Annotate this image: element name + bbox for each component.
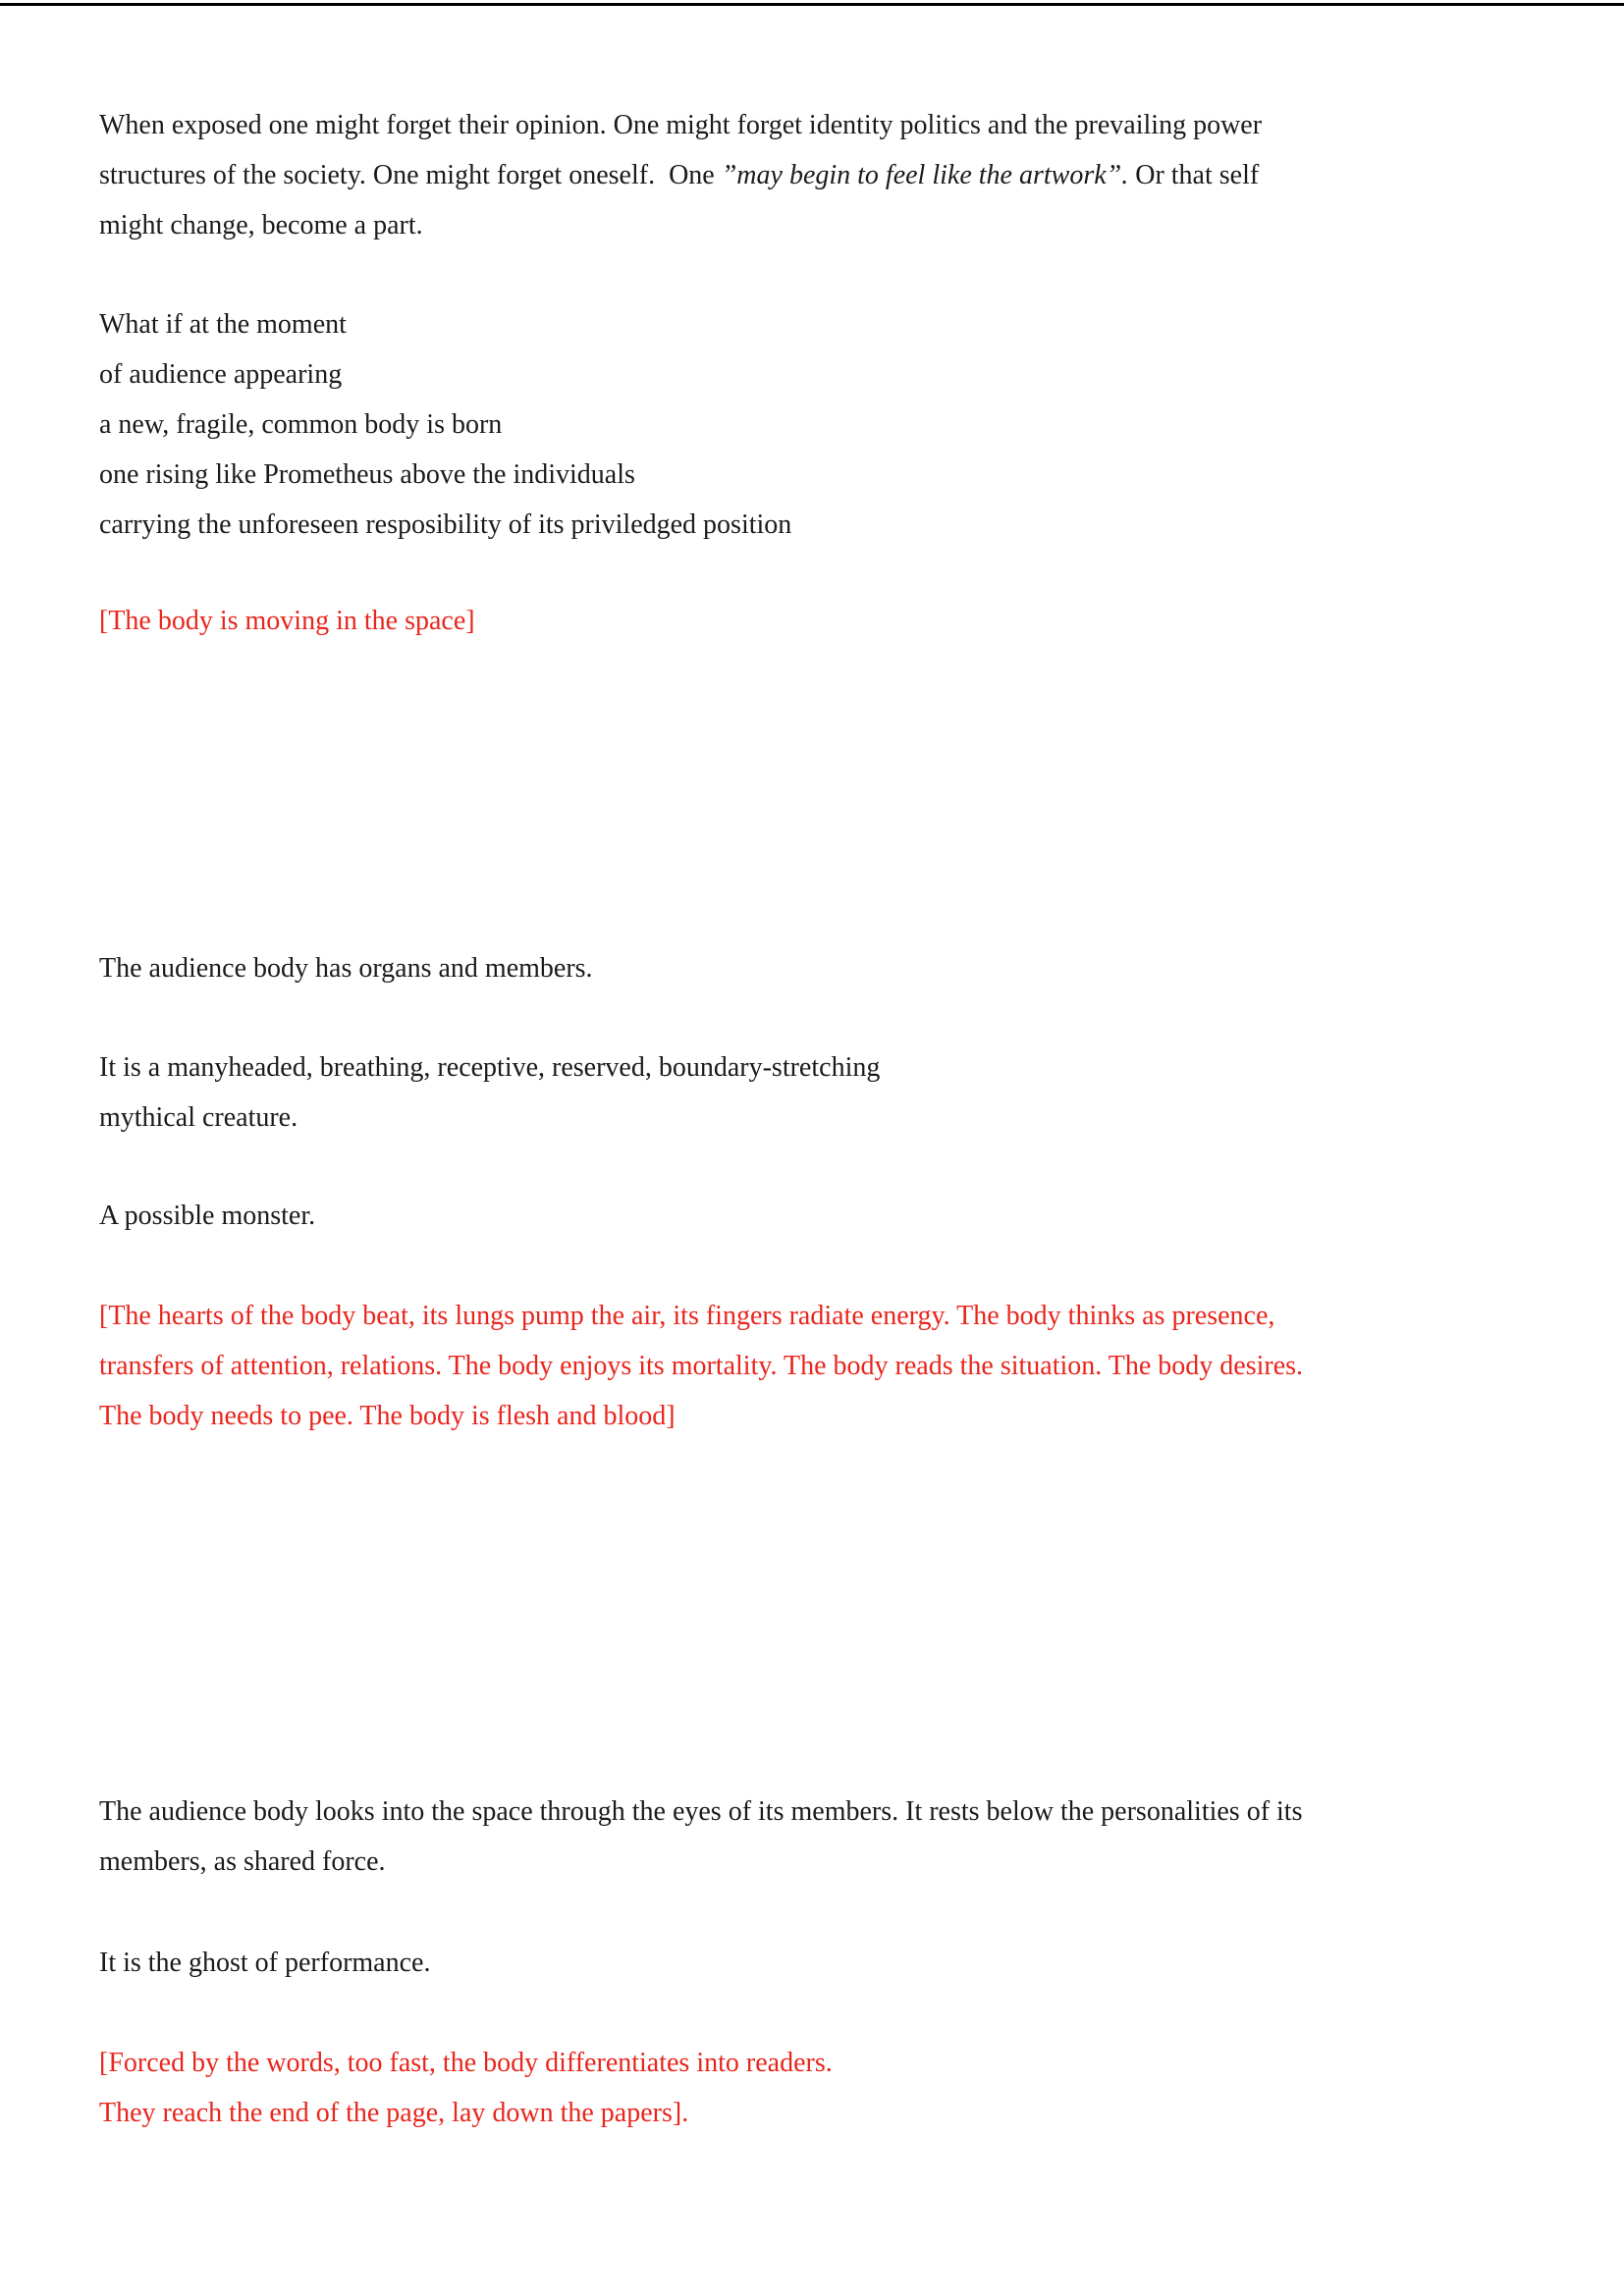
text-run: structures of the society. One might forget oneself. One: [99, 160, 722, 190]
stage-direction-hearts: [99, 1291, 1506, 1441]
stage-line: transfers of attention, relations. The body enjoys its mortality. The body reads the situation. The body desires.: [99, 1351, 1304, 1381]
text-line: members, as shared force.: [99, 1846, 386, 1877]
text-line: It is a manyheaded, breathing, receptive, reserved, boundary-stretching: [99, 1052, 881, 1083]
stage-direction-readers: [99, 2038, 1506, 2138]
paragraph-manyheaded: [99, 1042, 1506, 1143]
paragraph-ghost: [99, 1938, 1506, 1988]
text-run: Or that self: [1128, 160, 1260, 190]
verse-line: of audience appearing: [99, 359, 343, 390]
verse-line: a new, fragile, common body is born: [99, 409, 503, 440]
verse-line: What if at the moment: [99, 309, 347, 340]
text-line: mythical creature.: [99, 1102, 298, 1133]
stage-line: The body needs to pee. The body is flesh and blood]: [99, 1401, 676, 1431]
text-line: When exposed one might forget their opinion. One might forget identity politics and the prevailing power: [99, 110, 1263, 140]
paragraph-when-exposed: [99, 100, 1506, 250]
stage-line: [Forced by the words, too fast, the body differentiates into readers.: [99, 2048, 833, 2078]
text-line: The audience body has organs and members.: [99, 953, 593, 984]
text-line: The audience body looks into the space through the eyes of its members. It rests below the personalities of its: [99, 1796, 1303, 1827]
paragraph-looks-into-space: [99, 1787, 1506, 1887]
text-line: It is the ghost of performance.: [99, 1948, 431, 1978]
paragraph-monster: [99, 1191, 1506, 1241]
text-line: might change, become a part.: [99, 210, 423, 240]
verse-line: carrying the unforeseen resposibility of its priviledged position: [99, 509, 792, 540]
verse-what-if: [99, 299, 1506, 550]
verse-line: one rising like Prometheus above the individuals: [99, 459, 635, 490]
text-line: [99, 150, 1506, 200]
paragraph-organs: [99, 943, 1506, 993]
stage-line: They reach the end of the page, lay down the papers].: [99, 2098, 689, 2128]
text-line: A possible monster.: [99, 1201, 316, 1231]
page-top-rule: [0, 3, 1624, 6]
italic-quote-run: ”may begin to feel like the artwork”.: [721, 160, 1129, 190]
stage-line: [The hearts of the body beat, its lungs pump the air, its fingers radiate energy. The body thinks as presence,: [99, 1301, 1275, 1331]
stage-line: [The body is moving in the space]: [99, 606, 475, 636]
stage-direction-body-moving: [99, 596, 1506, 646]
